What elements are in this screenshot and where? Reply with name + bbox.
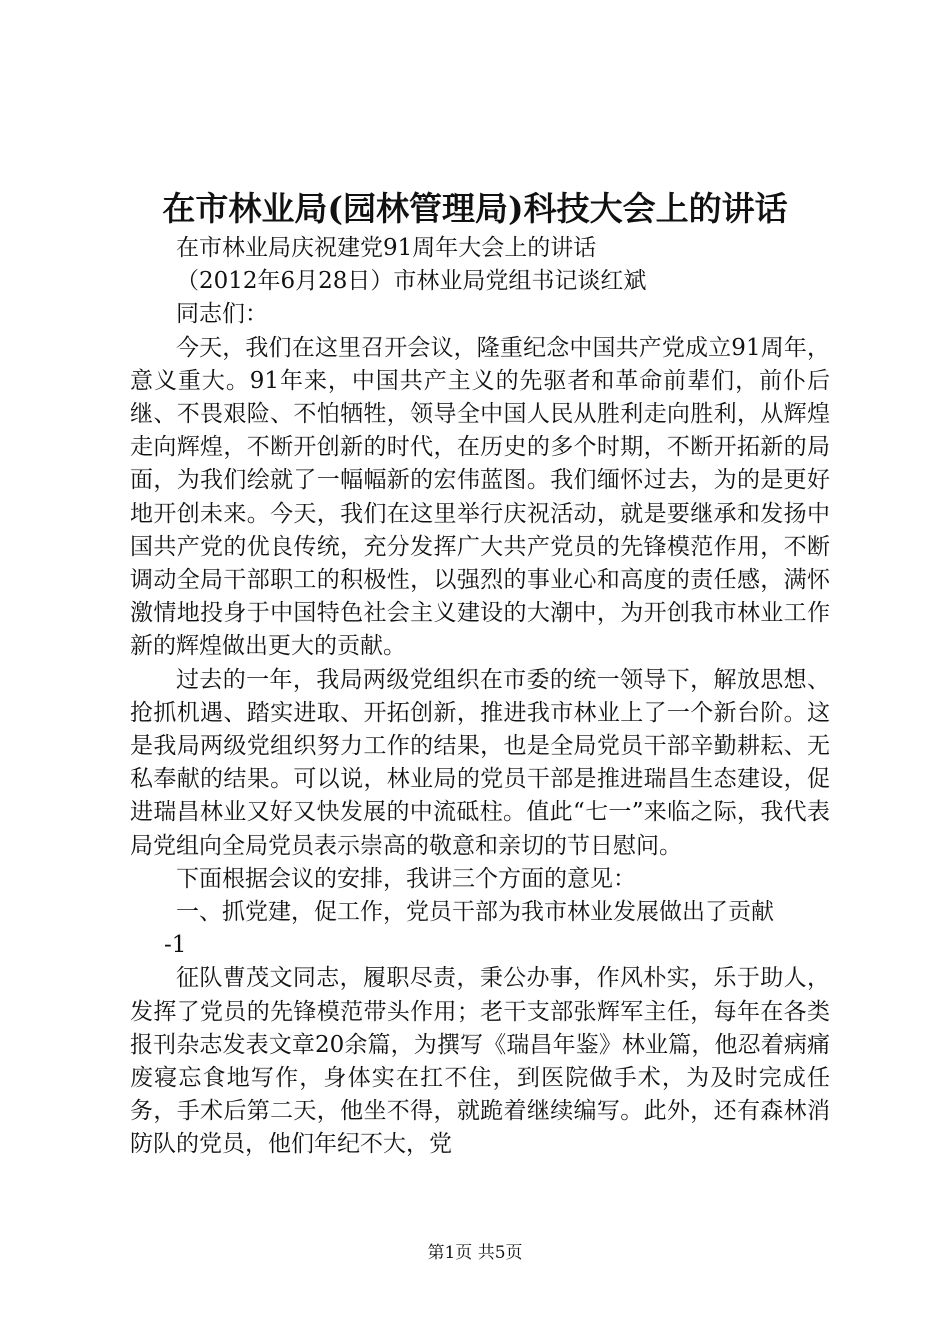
body-paragraph: 今天，我们在这里召开会议，隆重纪念中国共产党成立91周年，意义重大。91年来，中国共产主义的先驱者和革命前辈们，前仆后继、不畏艰险、不怕牺牲，领导全中国人民从胜利走向胜利，从辉煌走向辉煌，不断开创新的时代，在历史的多个时期，不断开拓新的局面，为我们绘就了一幅幅新的宏伟蓝图。我们缅怀过去，为的是更好地开创未来。今天，我们在这里举行庆祝活动，就是要继承和发扬中国共产党的优良传统，充分发挥广大共产党员的先锋模范作用，不断调动全局干部职工的积极性，以强烈的事业心和高度的责任感，满怀激情地投身于中国特色社会主义建设的大潮中，为开创我市林业工作新的辉煌做出更大的贡献。 <box>130 334 830 660</box>
body-paragraph: 征队曹茂文同志，履职尽责，秉公办事，作风朴实，乐于助人，发挥了党员的先锋模范带头作用；老干支部张辉军主任，每年在各类报刊杂志发表文章20余篇，为撰写《瑞昌年鉴》林业篇，他忍着病痛废寝忘食地写作，身体实在扛不住，到医院做手术，为及时完成任务，手术后第二天，他坐不得，就跪着继续编写。此外，还有森林消防队的党员，他们年纪不大，党 <box>130 965 830 1158</box>
page-footer: 第1页 共5页 <box>427 1243 523 1263</box>
section-heading: 一、抓党建，促工作，党员干部为我市林业发展做出了贡献 <box>176 899 774 926</box>
speech-date-speaker: （2012年6月28日）市林业局党组书记谈红斌 <box>176 268 647 295</box>
body-paragraph: 下面根据会议的安排，我讲三个方面的意见： <box>176 865 636 892</box>
salutation: 同志们： <box>176 301 268 328</box>
document-title: 在市林业局(园林管理局)科技大会上的讲话 <box>162 189 788 228</box>
body-paragraph: 过去的一年，我局两级党组织在市委的统一领导下，解放思想、抢抓机遇、踏实进取、开拓创新，推进我市林业上了一个新台阶。这是我局两级党组织努力工作的结果，也是全局党员干部辛勤耕耘、无私奉献的结果。可以说，林业局的党员干部是推进瑞昌生态建设，促进瑞昌林业又好又快发展的中流砥柱。值此“七一”来临之际，我代表局党组向全局党员表示崇高的敬意和亲切的节日慰问。 <box>130 666 830 859</box>
speech-subtitle: 在市林业局庆祝建党91周年大会上的讲话 <box>176 235 597 261</box>
page-marker: -1 <box>164 932 187 959</box>
document-body <box>130 232 830 1162</box>
